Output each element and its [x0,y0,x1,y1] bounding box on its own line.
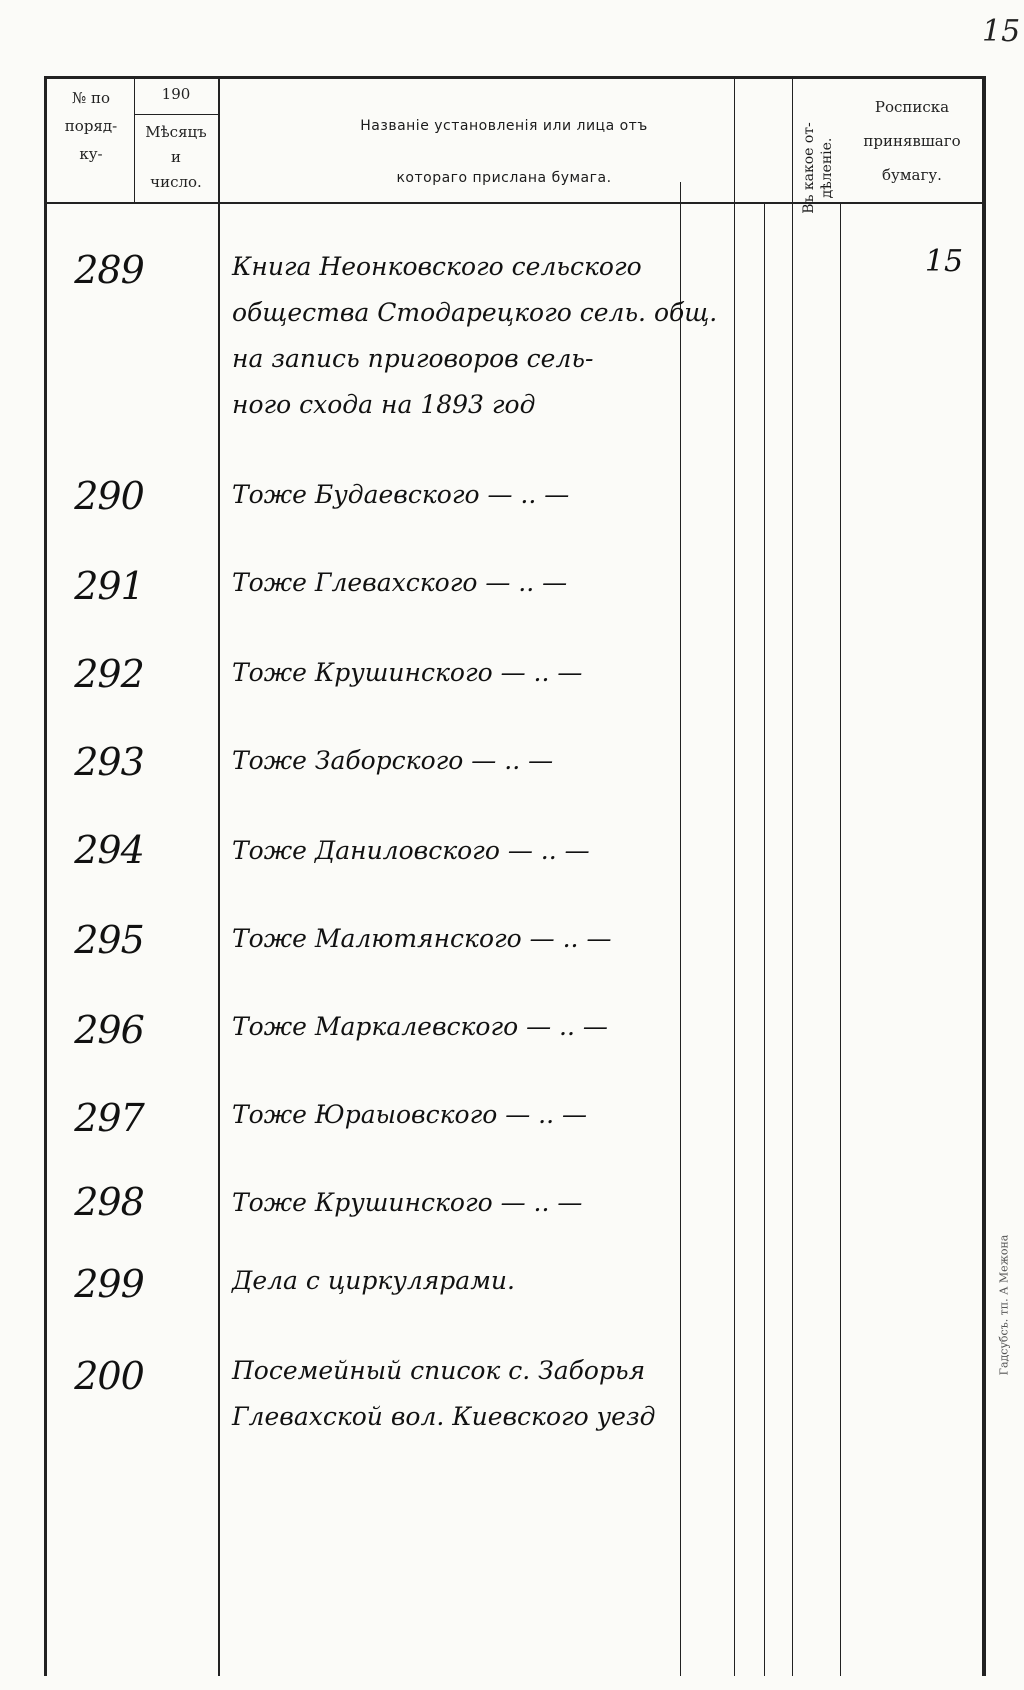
entry-number: 290 [74,474,144,518]
entry-description [232,916,792,962]
header-department-line: дѣленіе. [819,137,835,199]
entry-line: Тоже Юраыовского — .. — [232,1100,587,1129]
header-number-line: № по [72,89,110,107]
header-number-line: ку- [79,145,103,163]
entry-description [232,828,792,874]
entry-line: Тоже Крушинского — .. — [232,1188,583,1217]
entry-line: Тоже Даниловского — .. — [232,836,590,865]
right-rule [982,76,986,1676]
left-rule [44,76,47,1676]
entry-description [232,472,792,518]
header-receipt-line: принявшаго [863,132,961,150]
entry-description [232,1180,792,1226]
col-sep-5 [840,202,841,1676]
entry-number: 297 [74,1096,144,1140]
entry-number: 295 [74,918,144,962]
entry-line: Посемейный список с. Заборья [232,1356,646,1385]
entry-number: 292 [74,652,144,696]
header-department-line: Въ какое от- [801,122,817,214]
entry-description [232,560,792,606]
header-name-line: Названіе установленія или лица отъ [360,118,648,134]
entry-line: Дела с циркулярами. [232,1266,515,1295]
entry-line: ного схода на 1893 год [232,390,536,419]
header-number-line: поряд- [64,117,118,135]
entry-number: 299 [74,1262,144,1306]
entry-line: Тоже Малютянского — .. — [232,924,612,953]
entry-line: Книга Неонковского сельского [232,252,642,281]
entry-number: 298 [74,1180,144,1224]
header-year: 190 [161,85,191,103]
ledger-table [44,76,994,1676]
header-receipt-line: Росписка [874,98,950,116]
entry-description [232,1348,792,1440]
printer-mark: Гадсубсъ. тп. А Межона [997,1234,1011,1376]
header-date-col [136,120,216,195]
header-date-line: и [171,148,181,166]
entry-description [232,1092,792,1138]
entry-description [232,1258,792,1304]
entry-line: Тоже Будаевского — .. — [232,480,570,509]
entry-line: Тоже Крушинского — .. — [232,658,583,687]
header-name-line: котораго прислана бумага. [396,170,612,186]
header-date-line: Мѣсяцъ [145,123,207,141]
entry-number: 294 [74,828,144,872]
entry-number: 289 [74,248,144,292]
page-number: 15 [982,14,1021,49]
entry-line: общества Стодарецкого сель. общ. [232,298,718,327]
header-date-line: число. [150,173,202,191]
header-department-col [800,122,836,214]
entry-description [232,738,792,784]
col-sep-1 [134,76,135,202]
entry-number: 200 [74,1354,144,1398]
col-sep-4 [792,76,793,1676]
entry-number: 293 [74,740,144,784]
entry-line: Тоже Заборского — .. — [232,746,554,775]
entry-number: 291 [74,564,144,608]
year-divider [135,114,218,115]
header-receipt-line: бумагу. [882,166,942,184]
entry-line: Тоже Глевахского — .. — [232,568,568,597]
entry-description [232,244,792,428]
entry-line: Тоже Маркалевского — .. — [232,1012,608,1041]
entry-line: Глевахской вол. Киевского уезд [232,1402,656,1431]
entry-number: 296 [74,1008,144,1052]
entry-line: на запись приговоров сель- [232,344,594,373]
entry-description [232,650,792,696]
entry-receipt: 15 [924,244,964,279]
top-rule [44,76,984,79]
col-sep-2 [218,76,220,1676]
header-receipt-col [844,90,980,192]
entry-description [232,1004,792,1050]
header-number-col [50,84,132,168]
header-name-col [224,100,784,204]
